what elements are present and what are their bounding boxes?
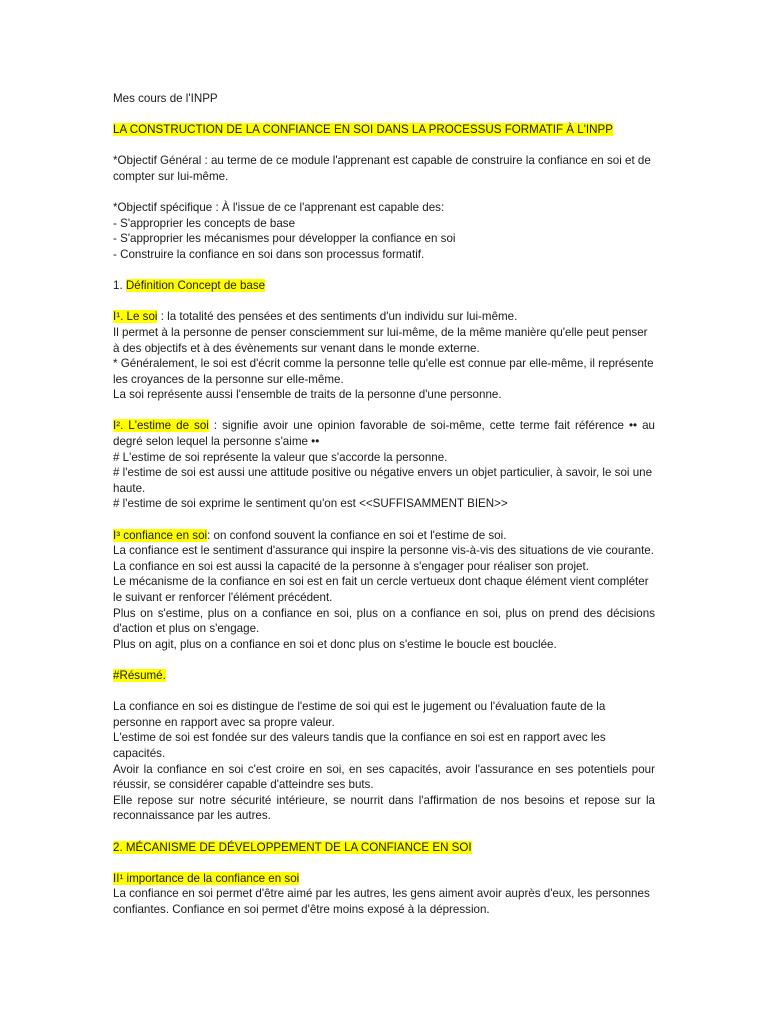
le-soi-p3: * Généralement, le soi est d'écrit comme la personne telle qu'elle est connue par elle-même, il représente les croyances de la personne sur elle-même. (113, 357, 654, 386)
importance-heading-line (113, 871, 655, 887)
estime-p2: # L'estime de soi représente la valeur que s'accorde la personne. (113, 450, 448, 464)
objective-specific-item: - S'approprier les mécanismes pour développer la confiance en soi (113, 232, 456, 246)
resume-p1: La confiance en soi es distingue de l'estime de soi qui est le jugement ou l'évaluation faute de la personne en rapport avec sa propre valeur. (113, 700, 606, 729)
resume-p2: L'estime de soi est fondée sur des valeurs tandis que la confiance en soi est en rapport avec les capacités. (113, 731, 606, 760)
resume-p3: Avoir la confiance en soi c'est croire en soi, en ses capacités, avoir l'assurance en ses potentiels pour réussir, se considérer capable d'atteindre ses buts. (113, 762, 655, 792)
le-soi-p2: Il permet à la personne de penser consciemment sur lui-même, de la même manière qu'elle peut penser à des objectifs et à des évènements sur venant dans le monde externe. (113, 325, 648, 355)
confiance-p4: Le mécanisme de la confiance en soi est en fait un cercle vertueux dont chaque élément vient compléter le suivant er renforcer l'élément précédent. (113, 575, 649, 604)
estime-definition: : signifie avoir une opinion favorable de soi-même, cette terme fait référence •• au degré selon lequel la personne s'aime •• (113, 419, 655, 449)
document-title (113, 122, 655, 138)
title-highlight: LA CONSTRUCTION DE LA CONFIANCE EN SOI DANS LA PROCESSUS FORMATIF À L'INPP (113, 123, 613, 137)
estime-p3: # l'estime de soi est aussi une attitude positive ou négative envers un objet particulier, à savoir, le soi une haute. (113, 466, 653, 495)
estime-p4: # l'estime de soi exprime le sentiment qu'on est <<SUFFISAMMENT BIEN>> (113, 497, 508, 511)
confiance-p2: La confiance est le sentiment d'assurance qui inspire la personne vis-à-vis des situations de vie courante. (113, 544, 654, 558)
importance-p1: La confiance en soi permet d'être aimé par les autres, les gens aiment avoir auprès d'eux, les personnes confiantes. Confiance en soi permet d'être moins exposé à la dépression. (113, 887, 650, 916)
section-1-title: Définition Concept de base (125, 279, 266, 293)
le-soi-definition: : la totalité des pensées et des sentiments d'un individu sur lui-même. (157, 310, 518, 324)
section-1-heading (113, 278, 655, 294)
confiance-paragraph (113, 528, 655, 544)
document-body (113, 91, 655, 917)
resume-heading-line (113, 668, 655, 684)
confiance-heading: I³ confiance en soi (113, 528, 208, 542)
confiance-p5: Plus on s'estime, plus on a confiance en soi, plus on a confiance en soi, plus on prend des décisions d'action et plus on s'engage. (113, 606, 655, 636)
objective-specific-item: - Construire la confiance en soi dans son processus formatif. (113, 247, 425, 261)
le-soi-heading: I¹. Le soi (113, 310, 158, 324)
objective-specific-item: - S'approprier les concepts de base (113, 216, 296, 230)
le-soi-p4: La soi représente aussi l'ensemble de traits de la personne d'une personne. (113, 388, 502, 402)
estime-paragraph (113, 418, 655, 449)
objective-specific-intro: *Objectif spécifique : À l'issue de ce l'apprenant est capable des: (113, 201, 445, 215)
confiance-p6: Plus on agit, plus on a confiance en soi et donc plus on s'estime le boucle est bouclée. (113, 637, 557, 651)
confiance-definition: : on confond souvent la confiance en soi et l'estime de soi. (207, 528, 507, 542)
objective-general: *Objectif Général : au terme de ce module l'apprenant est capable de construire la confiance en soi et de compter sur lui-même. (113, 154, 651, 183)
resume-p4: Elle repose sur notre sécurité intérieure, se nourrit dans l'affirmation de nos besoins et repose sur la reconnaissance par les autres. (113, 793, 655, 823)
section-2-title: 2. MÉCANISME DE DÉVELOPPEMENT DE LA CONFIANCE EN SOI (113, 840, 472, 854)
le-soi-paragraph (113, 309, 655, 325)
section-2-heading (113, 840, 655, 856)
importance-heading: II¹ importance de la confiance en soi (113, 871, 300, 885)
document-header: Mes cours de l'INPP (113, 92, 218, 105)
estime-heading: I². L'estime de soi (113, 419, 209, 433)
section-1-number: 1. (113, 279, 126, 293)
resume-heading: #Résumé. (113, 668, 166, 682)
confiance-p3: La confiance en soi est aussi la capacité de la personne à s'engager pour réaliser son projet. (113, 559, 589, 573)
